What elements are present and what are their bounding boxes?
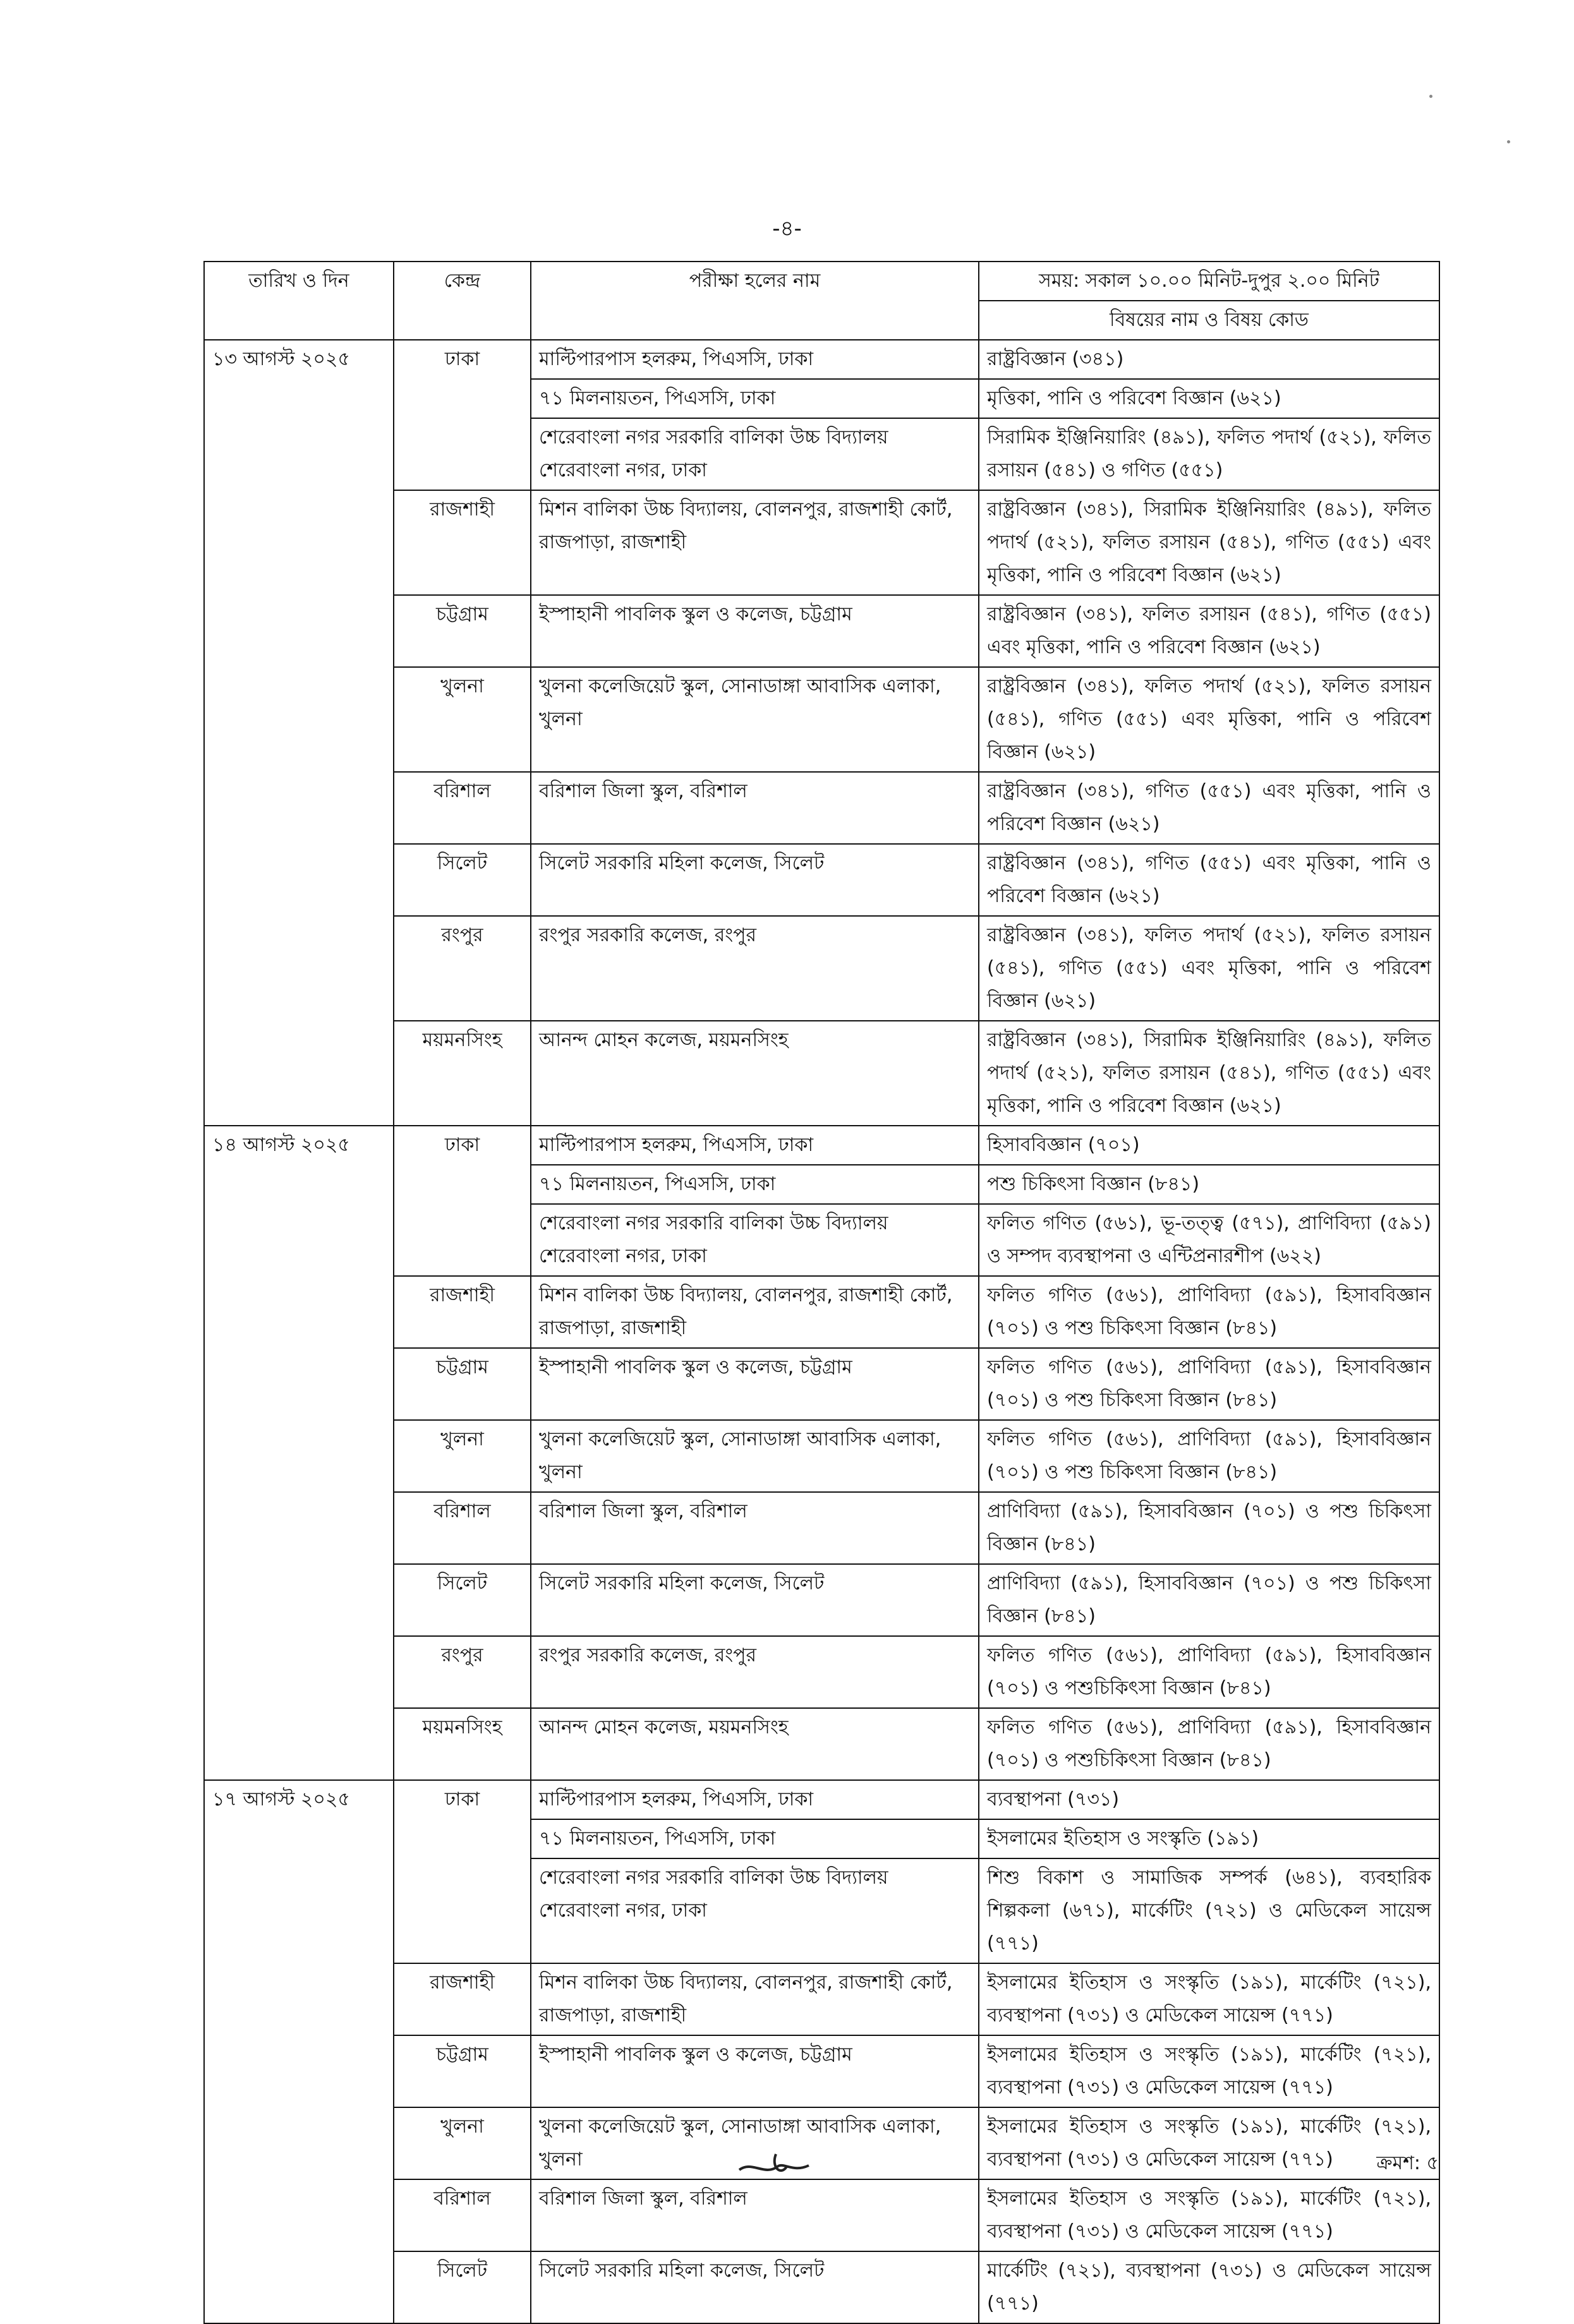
exam-hall: শেরেবাংলা নগর সরকারি বালিকা উচ্চ বিদ্যালয় শেরেবাংলা নগর, ঢাকা (531, 418, 979, 490)
exam-subjects: ইসলামের ইতিহাস ও সংস্কৃতি (১৯১) (979, 1819, 1439, 1858)
header-time: সময়: সকাল ১০.০০ মিনিট-দুপুর ২.০০ মিনিট (979, 262, 1439, 301)
exam-subjects: ইসলামের ইতিহাস ও সংস্কৃতি (১৯১), মার্কেটিং (৭২১), ব্যবস্থাপনা (৭৩১) ও মেডিকেল সায়েন্স (৭৭১) (979, 2035, 1439, 2107)
table-row (204, 1780, 1439, 1819)
exam-center: ঢাকা (394, 1780, 531, 1963)
exam-subjects: ফলিত গণিত (৫৬১), প্রাণিবিদ্যা (৫৯১), হিসাববিজ্ঞান (৭০১) ও পশুচিকিৎসা বিজ্ঞান (৮৪১) (979, 1708, 1439, 1780)
exam-hall: খুলনা কলেজিয়েট স্কুল, সোনাডাঙ্গা আবাসিক এলাকা, খুলনা (531, 2107, 979, 2179)
exam-subjects: রাষ্ট্রবিজ্ঞান (৩৪১), ফলিত রসায়ন (৫৪১), গণিত (৫৫১) এবং মৃত্তিকা, পানি ও পরিবেশ বিজ্ঞান (৬২১) (979, 595, 1439, 667)
exam-center: চট্টগ্রাম (394, 595, 531, 667)
exam-center: খুলনা (394, 667, 531, 772)
exam-center: সিলেট (394, 844, 531, 916)
exam-date: ১৪ আগস্ট ২০২৫ (204, 1126, 394, 1780)
table-row (204, 1126, 1439, 1165)
exam-subjects: শিশু বিকাশ ও সামাজিক সম্পর্ক (৬৪১), ব্যবহারিক শিল্পকলা (৬৭১), মার্কেটিং (৭২১) ও মেডিকেল সায়েন্স (৭৭১) (979, 1858, 1439, 1963)
exam-hall: ৭১ মিলনায়তন, পিএসসি, ঢাকা (531, 379, 979, 418)
exam-center: রংপুর (394, 1636, 531, 1708)
exam-hall: মাল্টিপারপাস হলরুম, পিএসসি, ঢাকা (531, 1780, 979, 1819)
exam-hall: শেরেবাংলা নগর সরকারি বালিকা উচ্চ বিদ্যালয় শেরেবাংলা নগর, ঢাকা (531, 1204, 979, 1276)
table-row (204, 340, 1439, 379)
exam-center: বরিশাল (394, 772, 531, 844)
exam-hall: সিলেট সরকারি মহিলা কলেজ, সিলেট (531, 1564, 979, 1636)
exam-subjects: প্রাণিবিদ্যা (৫৯১), হিসাববিজ্ঞান (৭০১) ও পশু চিকিৎসা বিজ্ঞান (৮৪১) (979, 1492, 1439, 1564)
exam-subjects: রাষ্ট্রবিজ্ঞান (৩৪১), ফলিত পদার্থ (৫২১), ফলিত রসায়ন (৫৪১), গণিত (৫৫১) এবং মৃত্তিকা, পানি ও পরিবেশ বিজ্ঞান (৬২১) (979, 916, 1439, 1021)
exam-hall: মাল্টিপারপাস হলরুম, পিএসসি, ঢাকা (531, 1126, 979, 1165)
exam-hall: মিশন বালিকা উচ্চ বিদ্যালয়, বোলনপুর, রাজশাহী কোর্ট, রাজপাড়া, রাজশাহী (531, 1276, 979, 1348)
exam-subjects: ফলিত গণিত (৫৬১), প্রাণিবিদ্যা (৫৯১), হিসাববিজ্ঞান (৭০১) ও পশু চিকিৎসা বিজ্ঞান (৮৪১) (979, 1276, 1439, 1348)
exam-subjects: ফলিত গণিত (৫৬১), প্রাণিবিদ্যা (৫৯১), হিসাববিজ্ঞান (৭০১) ও পশু চিকিৎসা বিজ্ঞান (৮৪১) (979, 1420, 1439, 1492)
exam-center: রাজশাহী (394, 490, 531, 595)
exam-hall: রংপুর সরকারি কলেজ, রংপুর (531, 916, 979, 1021)
header-date-day: তারিখ ও দিন (204, 262, 394, 340)
exam-hall: রংপুর সরকারি কলেজ, রংপুর (531, 1636, 979, 1708)
exam-subjects: ফলিত গণিত (৫৬১), ভূ-তত্ত্ব (৫৭১), প্রাণিবিদ্যা (৫৯১) ও সম্পদ ব্যবস্থাপনা ও এন্টিপ্রনারশীপ (৬২২) (979, 1204, 1439, 1276)
exam-hall: শেরেবাংলা নগর সরকারি বালিকা উচ্চ বিদ্যালয় শেরেবাংলা নগর, ঢাকা (531, 1858, 979, 1963)
exam-subjects: রাষ্ট্রবিজ্ঞান (৩৪১), ফলিত পদার্থ (৫২১), ফলিত রসায়ন (৫৪১), গণিত (৫৫১) এবং মৃত্তিকা, পানি ও পরিবেশ বিজ্ঞান (৬২১) (979, 667, 1439, 772)
exam-hall: ইস্পাহানী পাবলিক স্কুল ও কলেজ, চট্টগ্রাম (531, 1348, 979, 1420)
exam-subjects: পশু চিকিৎসা বিজ্ঞান (৮৪১) (979, 1165, 1439, 1204)
exam-subjects: রাষ্ট্রবিজ্ঞান (৩৪১) (979, 340, 1439, 379)
exam-hall: মিশন বালিকা উচ্চ বিদ্যালয়, বোলনপুর, রাজশাহী কোর্ট, রাজপাড়া, রাজশাহী (531, 1963, 979, 2035)
exam-center: ময়মনসিংহ (394, 1708, 531, 1780)
exam-hall: বরিশাল জিলা স্কুল, বরিশাল (531, 1492, 979, 1564)
exam-center: চট্টগ্রাম (394, 1348, 531, 1420)
exam-center: ঢাকা (394, 340, 531, 490)
exam-subjects: ইসলামের ইতিহাস ও সংস্কৃতি (১৯১), মার্কেটিং (৭২১), ব্যবস্থাপনা (৭৩১) ও মেডিকেল সায়েন্স (৭৭১) (979, 2179, 1439, 2251)
signature-mark (733, 2148, 815, 2186)
exam-center: ময়মনসিংহ (394, 1021, 531, 1126)
exam-subjects: রাষ্ট্রবিজ্ঞান (৩৪১), গণিত (৫৫১) এবং মৃত্তিকা, পানি ও পরিবেশ বিজ্ঞান (৬২১) (979, 772, 1439, 844)
exam-hall: সিলেট সরকারি মহিলা কলেজ, সিলেট (531, 844, 979, 916)
exam-subjects: রাষ্ট্রবিজ্ঞান (৩৪১), গণিত (৫৫১) এবং মৃত্তিকা, পানি ও পরিবেশ বিজ্ঞান (৬২১) (979, 844, 1439, 916)
exam-hall: ইস্পাহানী পাবলিক স্কুল ও কলেজ, চট্টগ্রাম (531, 595, 979, 667)
exam-center: ঢাকা (394, 1126, 531, 1276)
header-center: কেন্দ্র (394, 262, 531, 340)
exam-subjects: ব্যবস্থাপনা (৭৩১) (979, 1780, 1439, 1819)
exam-hall: ৭১ মিলনায়তন, পিএসসি, ঢাকা (531, 1165, 979, 1204)
exam-center: চট্টগ্রাম (394, 2035, 531, 2107)
exam-hall: সিলেট সরকারি মহিলা কলেজ, সিলেট (531, 2251, 979, 2323)
header-hall: পরীক্ষা হলের নাম (531, 262, 979, 340)
exam-center: সিলেট (394, 2251, 531, 2323)
header-subject: বিষয়ের নাম ও বিষয় কোড (979, 301, 1439, 340)
exam-hall: খুলনা কলেজিয়েট স্কুল, সোনাডাঙ্গা আবাসিক এলাকা, খুলনা (531, 1420, 979, 1492)
exam-hall: বরিশাল জিলা স্কুল, বরিশাল (531, 772, 979, 844)
scan-speck (1507, 140, 1510, 143)
exam-center: খুলনা (394, 2107, 531, 2179)
exam-subjects: ফলিত গণিত (৫৬১), প্রাণিবিদ্যা (৫৯১), হিসাববিজ্ঞান (৭০১) ও পশুচিকিৎসা বিজ্ঞান (৮৪১) (979, 1636, 1439, 1708)
exam-center: বরিশাল (394, 1492, 531, 1564)
page-number: -৪- (772, 216, 802, 241)
exam-subjects: মৃত্তিকা, পানি ও পরিবেশ বিজ্ঞান (৬২১) (979, 379, 1439, 418)
exam-subjects: ফলিত গণিত (৫৬১), প্রাণিবিদ্যা (৫৯১), হিসাববিজ্ঞান (৭০১) ও পশু চিকিৎসা বিজ্ঞান (৮৪১) (979, 1348, 1439, 1420)
exam-hall: ইস্পাহানী পাবলিক স্কুল ও কলেজ, চট্টগ্রাম (531, 2035, 979, 2107)
exam-hall: আনন্দ মোহন কলেজ, ময়মনসিংহ (531, 1708, 979, 1780)
exam-center: রংপুর (394, 916, 531, 1021)
exam-subjects: ইসলামের ইতিহাস ও সংস্কৃতি (১৯১), মার্কেটিং (৭২১), ব্যবস্থাপনা (৭৩১) ও মেডিকেল সায়েন্স (৭৭১) (979, 2107, 1439, 2179)
exam-schedule-table (203, 261, 1440, 2324)
exam-center: খুলনা (394, 1420, 531, 1492)
exam-hall: বরিশাল জিলা স্কুল, বরিশাল (531, 2179, 979, 2251)
exam-date: ১৩ আগস্ট ২০২৫ (204, 340, 394, 1126)
exam-hall: খুলনা কলেজিয়েট স্কুল, সোনাডাঙ্গা আবাসিক এলাকা, খুলনা (531, 667, 979, 772)
exam-subjects: মার্কেটিং (৭২১), ব্যবস্থাপনা (৭৩১) ও মেডিকেল সায়েন্স (৭৭১) (979, 2251, 1439, 2323)
exam-subjects: ইসলামের ইতিহাস ও সংস্কৃতি (১৯১), মার্কেটিং (৭২১), ব্যবস্থাপনা (৭৩১) ও মেডিকেল সায়েন্স (৭৭১) (979, 1963, 1439, 2035)
exam-center: সিলেট (394, 1564, 531, 1636)
exam-subjects: রাষ্ট্রবিজ্ঞান (৩৪১), সিরামিক ইঞ্জিনিয়ারিং (৪৯১), ফলিত পদার্থ (৫২১), ফলিত রসায়ন (৫৪১), গণিত (৫৫১) এবং মৃত্তিকা, পানি ও পরিবেশ বিজ্ঞান (৬২১) (979, 1021, 1439, 1126)
continued-note: ক্রমশ: ৫ (1376, 2152, 1439, 2174)
exam-hall: ৭১ মিলনায়তন, পিএসসি, ঢাকা (531, 1819, 979, 1858)
exam-hall: আনন্দ মোহন কলেজ, ময়মনসিংহ (531, 1021, 979, 1126)
exam-hall: মাল্টিপারপাস হলরুম, পিএসসি, ঢাকা (531, 340, 979, 379)
exam-date: ১৭ আগস্ট ২০২৫ (204, 1780, 394, 2323)
exam-subjects: হিসাববিজ্ঞান (৭০১) (979, 1126, 1439, 1165)
exam-center: রাজশাহী (394, 1963, 531, 2035)
scan-speck (1429, 95, 1432, 98)
exam-subjects: প্রাণিবিদ্যা (৫৯১), হিসাববিজ্ঞান (৭০১) ও পশু চিকিৎসা বিজ্ঞান (৮৪১) (979, 1564, 1439, 1636)
exam-center: বরিশাল (394, 2179, 531, 2251)
exam-hall: মিশন বালিকা উচ্চ বিদ্যালয়, বোলনপুর, রাজশাহী কোর্ট, রাজপাড়া, রাজশাহী (531, 490, 979, 595)
exam-subjects: রাষ্ট্রবিজ্ঞান (৩৪১), সিরামিক ইঞ্জিনিয়ারিং (৪৯১), ফলিত পদার্থ (৫২১), ফলিত রসায়ন (৫৪১), গণিত (৫৫১) এবং মৃত্তিকা, পানি ও পরিবেশ বিজ্ঞান (৬২১) (979, 490, 1439, 595)
exam-subjects: সিরামিক ইঞ্জিনিয়ারিং (৪৯১), ফলিত পদার্থ (৫২১), ফলিত রসায়ন (৫৪১) ও গণিত (৫৫১) (979, 418, 1439, 490)
exam-center: রাজশাহী (394, 1276, 531, 1348)
